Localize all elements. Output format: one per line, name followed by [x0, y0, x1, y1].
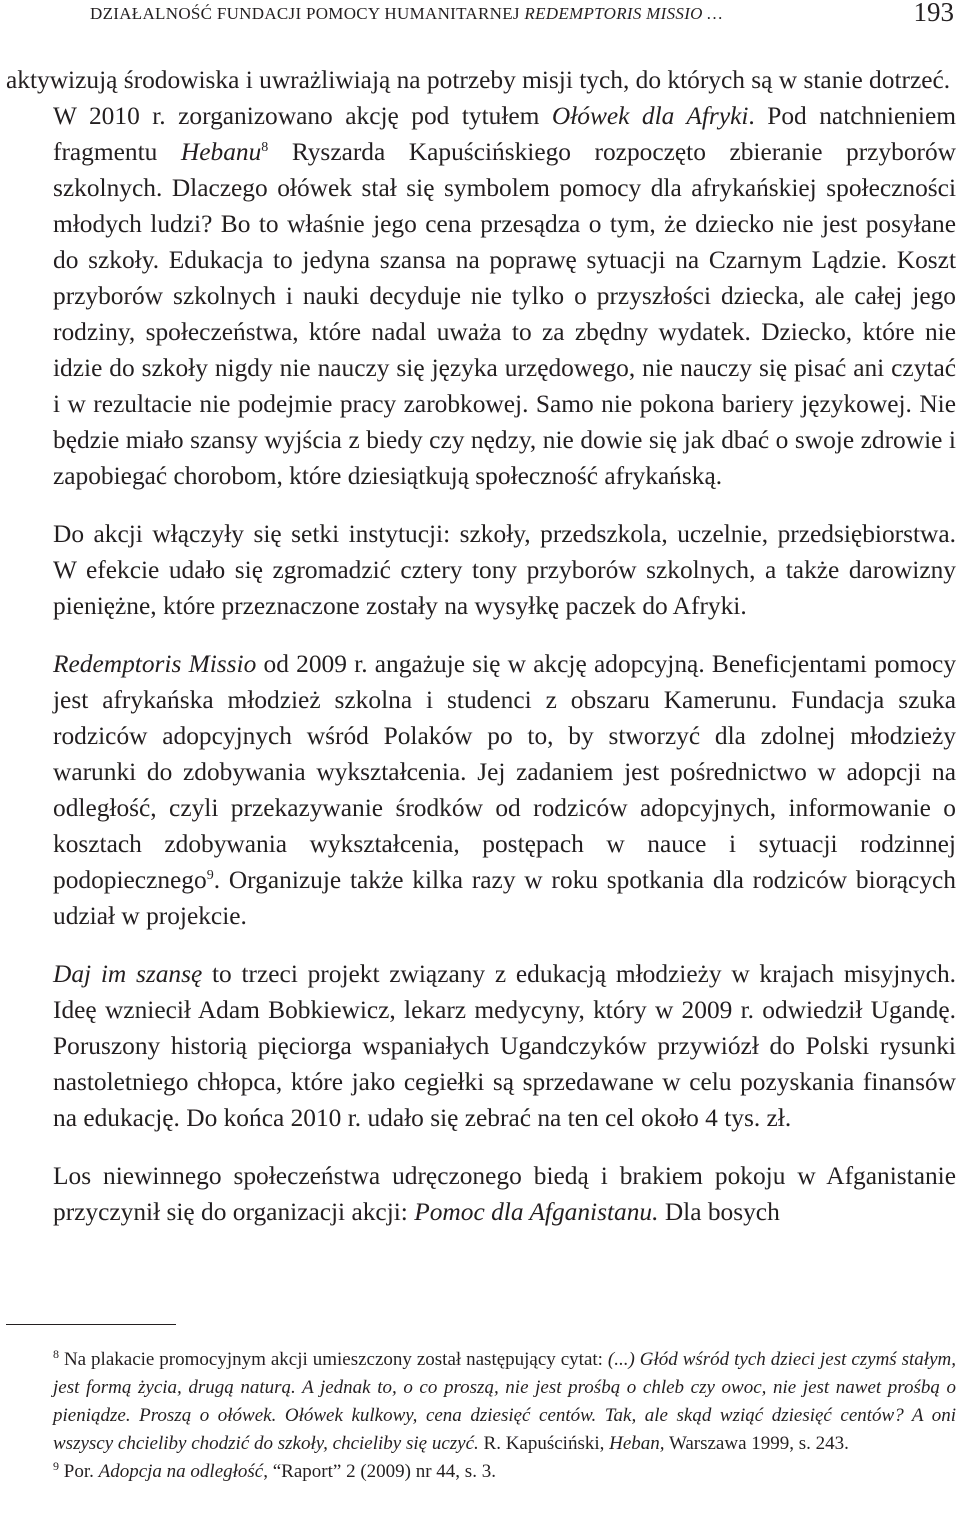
paragraph-4: Redemptoris Missio od 2009 r. angażuje się w akcję adopcyjną. Beneficjentami pomocy jest afrykańska młodzież szkolna i studenci z obszaru Kamerunu. Fundacja szuka rodziców adopcyjnych wśród Polaków po to, by stworzyć dla zdolnej młodzieży warunki do zdobywania wykształcenia. Jej zadaniem jest pośrednictwo w adopcji na odległość, czyli przekazywanie środków od rodziców adopcyjnych, informowanie o kosztach zdobywania wykształcenia, postępach w nauce i sytuacji rodzinnej podopiecznego$^9$. Organizuje także kilka razy w roku spotkania dla rodziców biorących udział w projekcie. — [53, 650, 957, 930]
footnote-9: $^9$ Por. Adopcja na odległość, “Raport” 2 (2009) nr 44, s. 3. — [53, 1459, 496, 1482]
footnote-ref-8[interactable]: 8 — [261, 140, 269, 155]
page-number: 193 — [913, 0, 954, 27]
paragraph-3: Do akcji włączyły się setki instytucji: szkoły, przedszkola, uczelnie, przedsiębiorstwa. W efekcie udało się zgromadzić cztery tony przyborów szkolnych, a także darowizny pieniężne, które przeznaczone zostały na wysyłkę paczek do Afryki. — [53, 520, 956, 620]
running-title-text: DZIAŁALNOŚĆ FUNDACJI POMOCY HUMANITARNEJ — [90, 4, 520, 23]
footnotes — [6, 1346, 956, 1486]
running-title — [90, 4, 723, 24]
footnote-separator — [6, 1324, 176, 1325]
footnote-ref-9[interactable]: 9 — [206, 868, 214, 883]
paragraph-5: Daj im szansę to trzeci projekt związany z edukacją młodzieży w krajach misyjnych. Ideę wzniecił Adam Bobkiewicz, lekarz medycyny, który w 2009 r. odwiedził Ugandę. Poruszony historią pięciorga wspaniałych Ugandczyków przywiózł do Polski rysunki nastoletniego chłopca, które jako cegiełki są sprzedawane w celu pozyskania finansów na edukację. Do końca 2010 r. udało się zebrać na ten cel około 4 tys. zł. — [53, 960, 956, 1132]
footnote-8: $^8$ Na plakacie promocyjnym akcji umieszczony został następujący cytat: (...) Głód wśród tych dzieci jest czymś stałym, jest formą życia, drugą naturą. A jednak to, o co proszą, nie jest prośbą o chleb czy owoc, nie jest nawet prośbą o pieniądze. Proszą o ołówek. Ołówek kulkowy, cena dziesięć centów. Tak, ale skąd wziąć dziesięć centów? A oni wszyscy chcieliby chodzić do szkoły, chcieliby się uczyć. R. Kapuściński, Heban, Warszawa 1999, s. 243. — [53, 1347, 956, 1454]
paragraph-1: aktywizują środowiska i uwrażliwiają na potrzeby misji tych, do których są w stanie dotrzeć. — [6, 66, 951, 94]
paragraph-6: Los niewinnego społeczeństwa udręczonego biedą i brakiem pokoju w Afganistanie przyczynił się do organizacji akcji: Pomoc dla Afganistanu. Dla bosych — [53, 1162, 956, 1226]
body-text — [6, 62, 956, 1230]
running-title-italic: REDEMPTORIS MISSIO … — [524, 4, 723, 23]
paragraph-2: W 2010 r. zorganizowano akcję pod tytułem Ołówek dla Afryki. Pod natchnieniem fragmentu Hebanu$^8$ Ryszarda Kapuścińskiego rozpoczęto zbieranie przyborów szkolnych. Dlaczego ołówek stał się symbolem pomocy dla afrykańskiej społeczności młodych ludzi? Bo to właśnie jego cena przesądza o tym, że dziecko nie jest posyłane do szkoły. Edukacja to jedyna szansa na poprawę sytuacji na Czarnym Lądzie. Koszt przyborów szkolnych i nauki decyduje nie tylko o przyszłości dziecka, ale całej jego rodziny, społeczeństwa, które nadal uważa to za zbędny wydatek. Dziecko, które nie idzie do szkoły nigdy nie nauczy się języka urzędowego, nie nauczy się pisać ani czytać i w rezultacie nie podejmie pracy zarobkowej. Samo nie pokona bariery językowej. Nie będzie miało szansy wyjścia z biedy czy nędzy, nie dowie się jak dbać o swoje zdrowie i zapobiegać chorobom, które dziesiątkują społeczność afrykańską. — [53, 102, 957, 490]
running-header — [6, 0, 956, 34]
